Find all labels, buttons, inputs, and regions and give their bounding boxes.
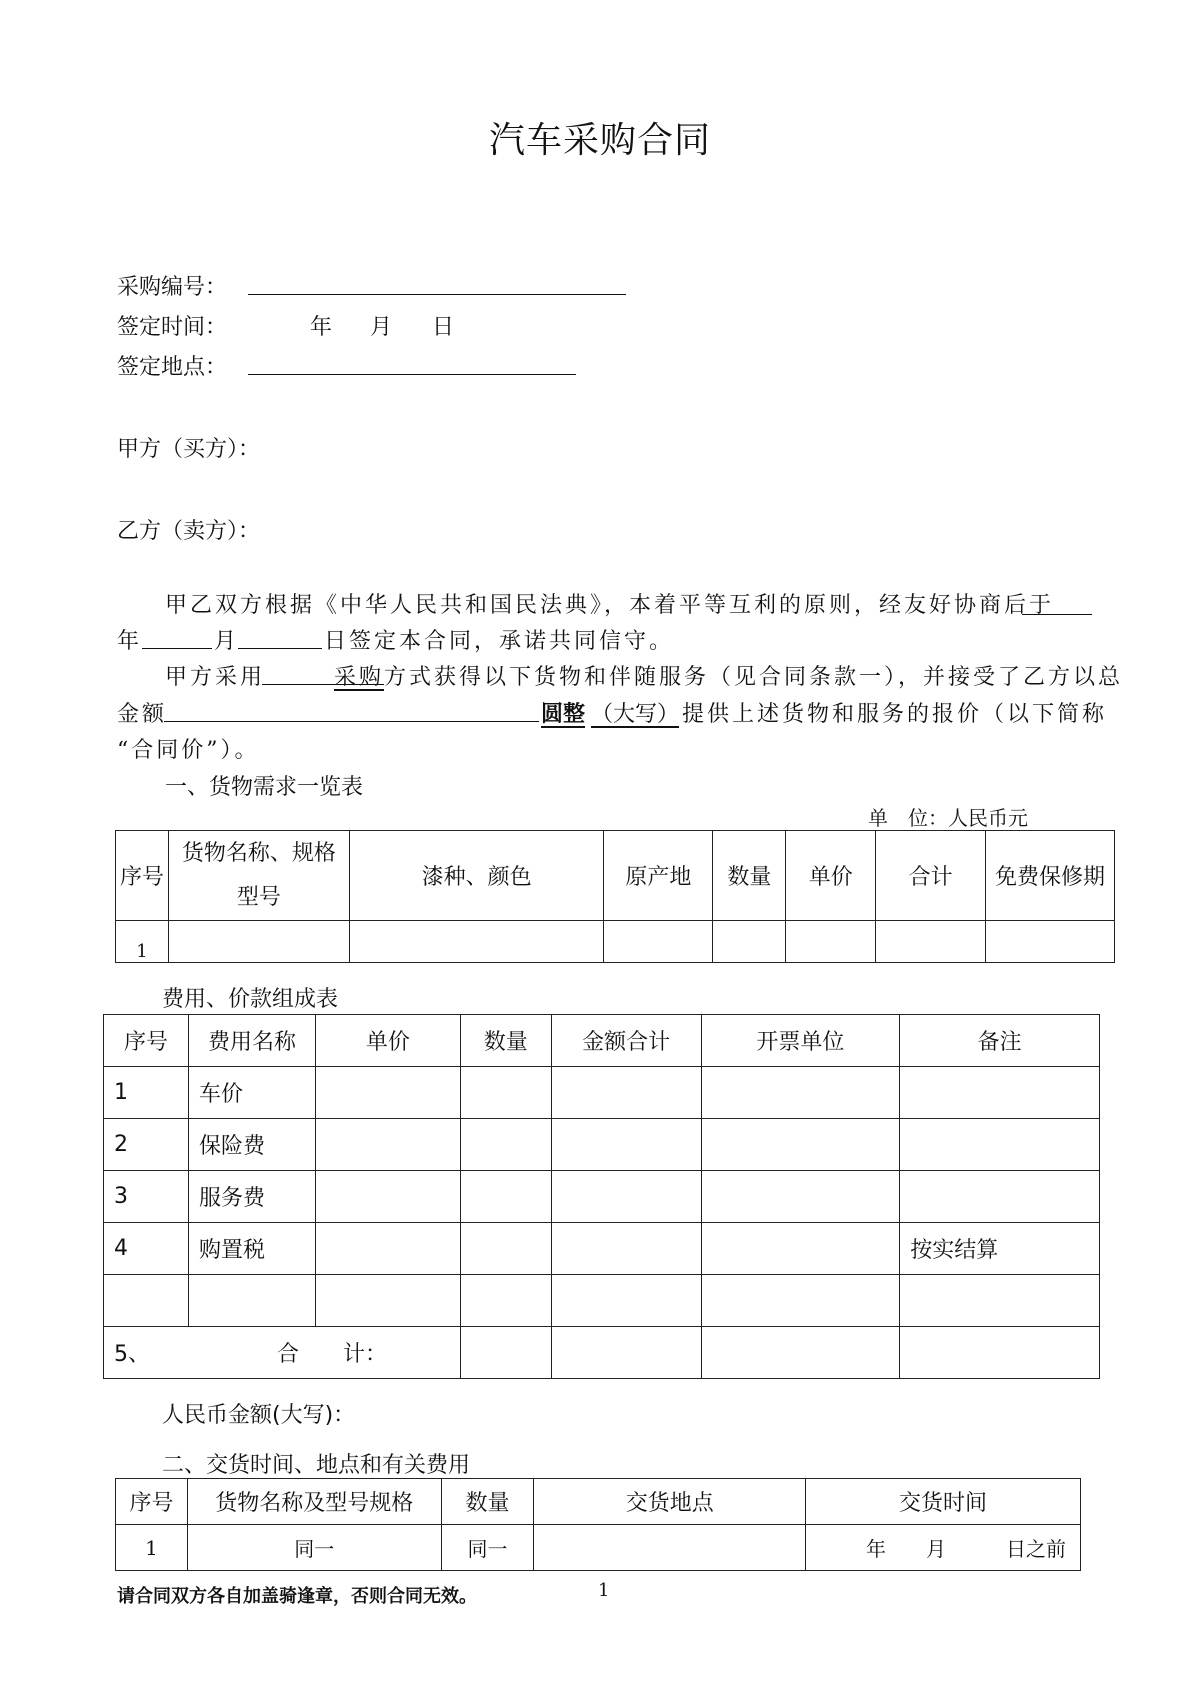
fee-cell-qty[interactable] xyxy=(460,1119,551,1171)
fee-cell-price[interactable] xyxy=(315,1119,460,1171)
delivery-row-time[interactable]: 年 月 日之前 xyxy=(806,1525,1081,1571)
sign-place-field[interactable] xyxy=(248,374,576,375)
fee-cell-invoice[interactable] xyxy=(701,1119,900,1171)
fee-total-label: 合 计： xyxy=(277,1342,388,1367)
para2-yuan: 圆整 xyxy=(541,701,586,727)
goods-header-warranty: 免费保修期 xyxy=(986,831,1115,921)
page-title: 汽车采购合同 xyxy=(488,120,711,161)
footer-note: 请合同双方各自加盖骑逢章，否则合同无效。 xyxy=(117,1586,477,1607)
table-row xyxy=(104,1067,1100,1119)
fee-table-title: 费用、价款组成表 xyxy=(162,987,339,1012)
fee-row-no: 4 xyxy=(104,1223,189,1275)
fee-cell-empty[interactable] xyxy=(460,1275,551,1327)
fee-row-name: 保险费 xyxy=(188,1119,315,1171)
goods-header-origin: 原产地 xyxy=(604,831,713,921)
delivery-row-place[interactable] xyxy=(534,1525,806,1571)
fee-cell-empty[interactable] xyxy=(315,1275,460,1327)
fee-header-qty: 数量 xyxy=(460,1015,551,1067)
fee-row-no: 1 xyxy=(104,1067,189,1119)
fee-cell-amount[interactable] xyxy=(551,1067,701,1119)
fee-cell-empty[interactable] xyxy=(104,1275,189,1327)
para2-tail: 提供上述货物和服务的报价（以下简称 xyxy=(682,702,1108,727)
fee-row-name: 车价 xyxy=(188,1067,315,1119)
delivery-row-no: 1 xyxy=(116,1525,188,1571)
fee-row-no: 3 xyxy=(104,1171,189,1223)
party-a-label: 甲方（买方）： xyxy=(117,437,261,462)
fee-header-name: 费用名称 xyxy=(188,1015,315,1067)
fee-total-qty[interactable] xyxy=(460,1327,551,1379)
para2-start: 甲方采用 xyxy=(165,665,266,690)
fee-total-no: 5、 xyxy=(114,1342,150,1367)
fee-cell-empty[interactable] xyxy=(551,1275,701,1327)
fee-header-no: 序号 xyxy=(104,1015,189,1067)
delivery-header-row xyxy=(116,1479,1081,1525)
goods-header-name-line1: 货物名称、规格 xyxy=(181,840,336,866)
fee-row-note[interactable] xyxy=(900,1171,1100,1223)
para2-rest: 方式获得以下货物和伴随服务（见合同条款一），并接受了乙方以总 xyxy=(384,665,1124,690)
sign-date-month: 月 xyxy=(370,315,393,340)
para1-blank-year-prefix[interactable] xyxy=(1022,614,1092,615)
delivery-row-qty[interactable]: 同一 xyxy=(441,1525,534,1571)
goods-header-paint: 漆种、颜色 xyxy=(349,831,604,921)
fee-header-row xyxy=(104,1015,1100,1067)
purchase-no-field[interactable] xyxy=(248,294,626,295)
fee-total-amount[interactable] xyxy=(551,1327,701,1379)
goods-cell-total[interactable] xyxy=(876,921,986,963)
goods-header-no: 序号 xyxy=(116,831,169,921)
table-row xyxy=(104,1119,1100,1171)
para1-blank-month[interactable] xyxy=(238,648,322,649)
table-row xyxy=(104,1275,1100,1327)
delivery-header-time: 交货时间 xyxy=(806,1479,1081,1525)
sign-date-day: 日 xyxy=(432,315,455,340)
delivery-header-qty: 数量 xyxy=(441,1479,534,1525)
section2-title: 二、交货时间、地点和有关费用 xyxy=(162,1453,471,1478)
fee-cell-amount[interactable] xyxy=(551,1119,701,1171)
table-row xyxy=(104,1223,1100,1275)
goods-cell-qty[interactable] xyxy=(713,921,786,963)
fee-cell-qty[interactable] xyxy=(460,1171,551,1223)
goods-header-price: 单价 xyxy=(786,831,876,921)
fee-row-name: 购置税 xyxy=(188,1223,315,1275)
goods-header-row xyxy=(116,831,1115,921)
para1-line1: 甲乙双方根据《中华人民共和国民法典》，本着平等互利的原则，经友好协商后于 xyxy=(165,593,1055,618)
para2-mid: 采购 xyxy=(334,665,385,690)
purchase-no-label: 采购编号： xyxy=(117,275,228,300)
table-row xyxy=(104,1171,1100,1223)
delivery-table xyxy=(115,1478,1081,1571)
goods-header-name-line2: 型号 xyxy=(236,884,281,910)
goods-cell-warranty[interactable] xyxy=(986,921,1115,963)
rmb-amount-label: 人民币金额(大写)： xyxy=(162,1403,356,1428)
sign-date-label: 签定时间： xyxy=(117,315,228,340)
goods-cell-paint[interactable] xyxy=(349,921,604,963)
fee-cell-qty[interactable] xyxy=(460,1223,551,1275)
fee-row-note[interactable] xyxy=(900,1119,1100,1171)
fee-total-invoice[interactable] xyxy=(701,1327,900,1379)
fee-cell-empty[interactable] xyxy=(900,1275,1100,1327)
fee-cell-price[interactable] xyxy=(315,1223,460,1275)
fee-cell-amount[interactable] xyxy=(551,1171,701,1223)
delivery-header-name: 货物名称及型号规格 xyxy=(187,1479,441,1525)
table-row xyxy=(116,1525,1081,1571)
fee-total-row xyxy=(104,1327,1100,1379)
page-number: 1 xyxy=(598,1580,610,1601)
fee-cell-invoice[interactable] xyxy=(701,1223,900,1275)
goods-cell-name[interactable] xyxy=(168,921,349,963)
fee-header-note: 备注 xyxy=(900,1015,1100,1067)
delivery-header-place: 交货地点 xyxy=(534,1479,806,1525)
fee-cell-empty[interactable] xyxy=(701,1275,900,1327)
fee-cell-amount[interactable] xyxy=(551,1223,701,1275)
fee-header-invoice: 开票单位 xyxy=(701,1015,900,1067)
para2-end: “合同价”）。 xyxy=(117,738,260,763)
fee-row-note[interactable]: 按实结算 xyxy=(900,1223,1100,1275)
goods-cell-origin[interactable] xyxy=(604,921,713,963)
section1-title: 一、货物需求一览表 xyxy=(165,775,364,800)
fee-cell-price[interactable] xyxy=(315,1171,460,1223)
fee-cell-qty[interactable] xyxy=(460,1067,551,1119)
fee-header-price: 单价 xyxy=(315,1015,460,1067)
para1-year: 年 xyxy=(117,629,143,654)
para1-blank-year[interactable] xyxy=(142,648,212,649)
unit-label: 单 位：人民币元 xyxy=(868,806,1028,830)
goods-cell-price[interactable] xyxy=(786,921,876,963)
fee-cell-empty[interactable] xyxy=(188,1275,315,1327)
goods-header-total: 合计 xyxy=(876,831,986,921)
fee-row-no: 2 xyxy=(104,1119,189,1171)
goods-row-no: 1 xyxy=(116,921,169,963)
fee-header-amount: 金额合计 xyxy=(551,1015,701,1067)
fee-total-note[interactable] xyxy=(900,1327,1100,1379)
fee-cell-price[interactable] xyxy=(315,1067,460,1119)
delivery-header-no: 序号 xyxy=(116,1479,188,1525)
fee-total-cell xyxy=(104,1327,461,1379)
goods-header-qty: 数量 xyxy=(713,831,786,921)
fee-row-name: 服务费 xyxy=(188,1171,315,1223)
para2-amount-label: 金额 xyxy=(117,702,168,727)
sign-date-year: 年 xyxy=(310,315,333,340)
party-b-label: 乙方（卖方）： xyxy=(117,519,261,544)
goods-header-name xyxy=(168,831,349,921)
para1-tail: 日签定本合同，承诺共同信守。 xyxy=(324,629,675,654)
para2-blank-amount[interactable] xyxy=(164,721,539,722)
delivery-row-name[interactable]: 同一 xyxy=(187,1525,441,1571)
fee-cell-invoice[interactable] xyxy=(701,1067,900,1119)
fee-cell-invoice[interactable] xyxy=(701,1171,900,1223)
para2-daxie: （大写） xyxy=(591,702,680,727)
fee-table xyxy=(103,1014,1100,1379)
table-row xyxy=(116,921,1115,963)
para1-month: 月 xyxy=(214,629,240,654)
sign-place-label: 签定地点： xyxy=(117,355,228,380)
goods-table xyxy=(115,830,1115,963)
fee-row-note[interactable] xyxy=(900,1067,1100,1119)
